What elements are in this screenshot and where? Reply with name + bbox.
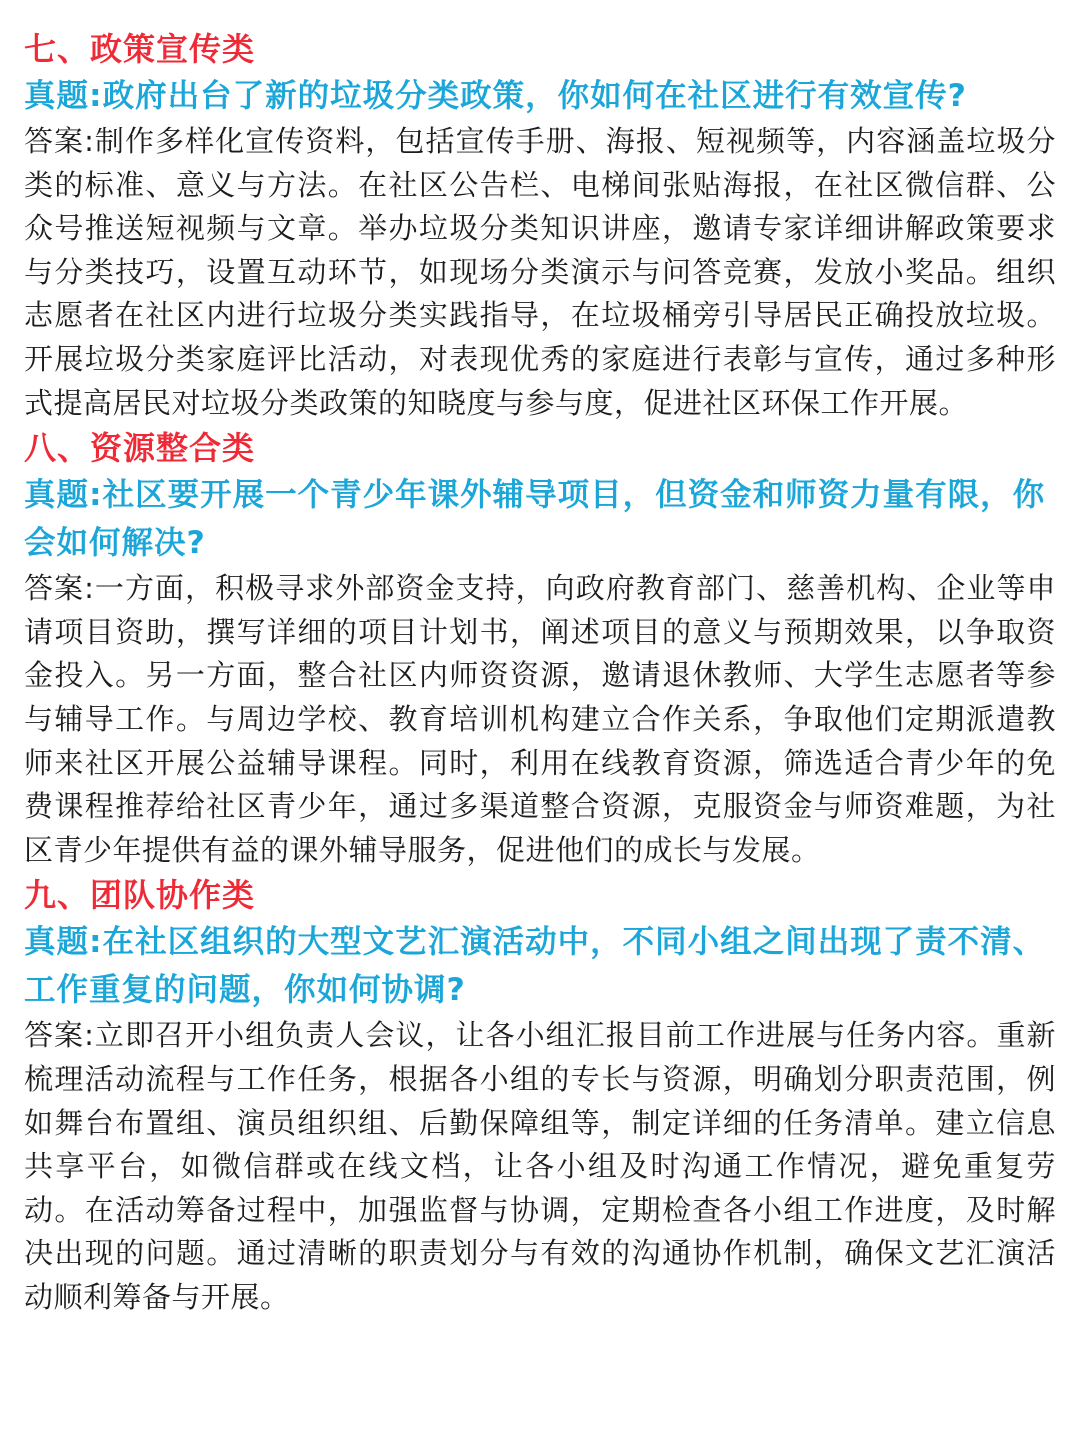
section-title: 八、资源整合类 [24, 429, 256, 468]
question-text: 真题:在社区组织的大型文艺汇演活动中，不同小组之间出现了责不清、工作重复的问题，你如何协调? [24, 924, 1046, 1009]
section-title: 九、团队协作类 [24, 876, 256, 915]
answer-text: 答案:制作多样化宣传资料，包括宣传手册、海报、短视频等，内容涵盖垃圾分类的标准、意义与方法。在社区公告栏、电梯间张贴海报，在社区微信群、公众号推送短视频与文章。举办垃圾分类知识讲座，邀请专家详细讲解政策要求与分类技巧，设置互动环节，如现场分类演示与问答竞赛，发放小奖品。组织志愿者在社区内进行垃圾分类实践指导，在垃圾桶旁引导居民正确投放垃圾。开展垃圾分类家庭评比活动，对表现优秀的家庭进行表彰与宣传，通过多种形式提高居民对垃圾分类政策的知晓度与参与度，促进社区环保工作开展。 [24, 124, 1056, 420]
answer-text: 答案:一方面，积极寻求外部资金支持，向政府教育部门、慈善机构、企业等申请项目资助，撰写详细的项目计划书，阐述项目的意义与预期效果，以争取资金投入。另一方面，整合社区内师资资源，邀请退休教师、大学生志愿者等参与辅导工作。与周边学校、教育培训机构建立合作关系，争取他们定期派遣教师来社区开展公益辅导课程。同时，利用在线教育资源，筛选适合青少年的免费课程推荐给社区青少年，通过多渠道整合资源，克服资金与师资难题，为社区青少年提供有益的课外辅导服务，促进他们的成长与发展。 [24, 571, 1056, 867]
question-text: 真题:社区要开展一个青少年课外辅导项目，但资金和师资力量有限，你会如何解决? [24, 477, 1046, 562]
section-team-collaboration [24, 872, 1056, 1319]
answer-text: 答案:立即召开小组负责人会议，让各小组汇报目前工作进展与任务内容。重新梳理活动流程与工作任务，根据各小组的专长与资源，明确划分职责范围，例如舞台布置组、演员组织组、后勤保障组等，制定详细的任务清单。建立信息共享平台，如微信群或在线文档，让各小组及时沟通工作情况，避免重复劳动。在活动筹备过程中，加强监督与协调，定期检查各小组工作进度，及时解决出现的问题。通过清晰的职责划分与有效的沟通协作机制，确保文艺汇演活动顺利筹备与开展。 [24, 1018, 1056, 1314]
section-title: 七、政策宣传类 [24, 30, 256, 68]
section-policy-promotion [24, 26, 1056, 425]
question-text: 真题:政府出台了新的垃圾分类政策，你如何在社区进行有效宣传? [24, 78, 967, 114]
section-resource-integration [24, 425, 1056, 872]
